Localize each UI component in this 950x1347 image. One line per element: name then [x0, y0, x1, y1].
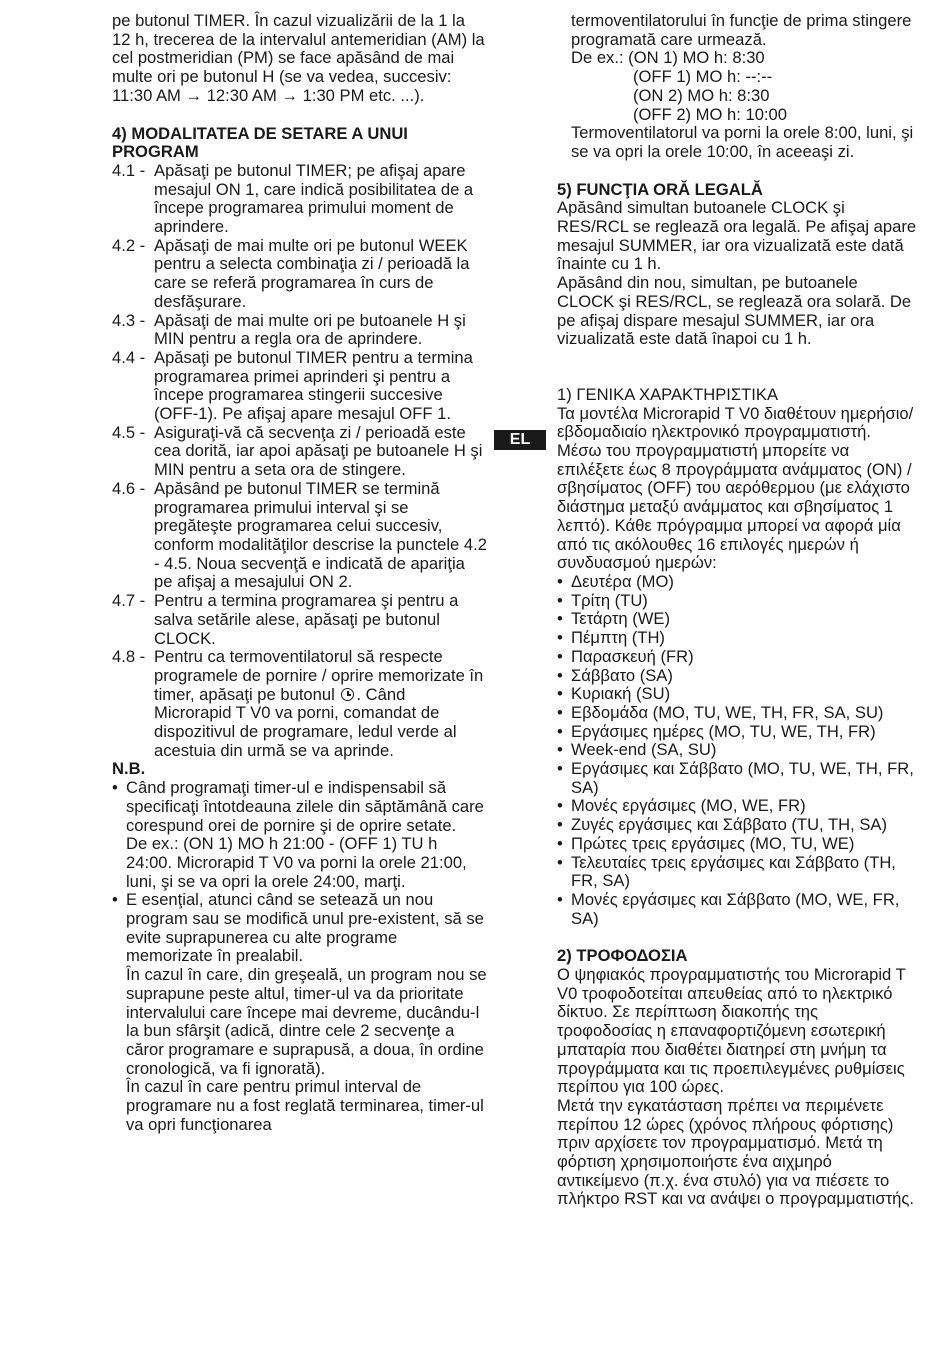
bullet-dot-icon: •	[557, 571, 563, 591]
nb-paragraph: E esenţial, atunci când se setează un nou program sau se modifică unul pre-existent, să se evite suprapunerea cu alte programe memorizate în prealabil.	[126, 890, 484, 966]
bullet-dot-icon: •	[557, 796, 563, 816]
list-item	[557, 685, 917, 704]
nb-paragraph: În cazul în care pentru primul interval de programare nu a fost reglată terminarea, timer-ul va opri funcţionarea	[126, 1077, 484, 1134]
list-item	[557, 629, 917, 648]
list-item-text: Σάββατο (SA)	[571, 665, 673, 685]
bullet-dot-icon: •	[557, 646, 563, 666]
list-item-text: Εργάσιμες ημέρες (MO, TU, WE, TH, FR)	[571, 721, 876, 741]
list-item-text: Εργάσιμες και Σάββατο (MO, TU, WE, TH, FR, SA)	[571, 759, 914, 797]
step-number: 4.6 -	[112, 478, 146, 498]
list-item-text: Μονές εργάσιμες και Σάββατο (MO, WE, FR, SA)	[571, 889, 900, 928]
list-item	[557, 891, 917, 928]
list-item	[557, 797, 917, 816]
step-text-part: . Când Microrapid T V0 va porni, comandat de dispozitivul de programare, ledul verde al acestuia din urmă se va aprinde.	[154, 684, 457, 760]
list-item	[557, 816, 917, 835]
list-item	[557, 723, 917, 742]
bullet-dot-icon: •	[557, 665, 563, 685]
step-number: 4.7 -	[112, 591, 146, 611]
greek-section-1-heading: 1) ΓΕΝΙΚΑ ΧΑΡΑΚΤΗΡΙΣΤΙΚΑ	[557, 384, 779, 404]
bullet-dot-icon: •	[557, 759, 563, 779]
bullet-dot-icon: •	[557, 852, 563, 872]
list-item	[557, 667, 917, 686]
bullet-dot-icon: •	[557, 740, 563, 760]
section-5-paragraph: Apăsând din nou, simultan, pe butoanele CLOCK şi RES/RCL, se reglează ora solară. De pe afişaj dispare mesajul SUMMER, iar ora vizualizată este dată înapoi cu 1 h.	[557, 273, 912, 349]
bullet-dot-icon: •	[557, 609, 563, 629]
list-item-text: Πρώτες τρεις εργάσιμες (MO, TU, WE)	[571, 833, 855, 853]
list-item	[557, 610, 917, 629]
step-text: Apăsând pe butonul TIMER se termină programarea primului interval şi se pregăteşte programarea celui succesiv, conform modalităţilor descrise la punctele 4.2 - 4.5. Noua secvenţă e indicată de apariţia pe afişaj a mesajului ON 2.	[154, 478, 487, 592]
greek-paragraph: Μέσω του προγραμματιστή μπορείτε να επιλέξετε έως 8 προγράμματα ανάμματος (ON) / σβησίματος (OFF) του αερόθερμου (με ελάχιστο διάστημα μεταξύ ανάμματος και σβησίματος 1 λεπτό). Κάθε πρόγραμμα μπορεί να αφορά μία από τις ακόλουθες 16 επιλογές ημερών ή συνδυασμού ημερών:	[557, 441, 912, 573]
step-4-1	[112, 162, 487, 237]
bullet-dot-icon: •	[557, 889, 563, 909]
step-number: 4.2 -	[112, 235, 146, 255]
bullet-dot-icon: •	[557, 628, 563, 648]
bullet-dot-icon: •	[557, 815, 563, 835]
nb-bullet	[112, 891, 487, 1134]
bullet-dot-icon: •	[557, 590, 563, 610]
clock-icon	[341, 688, 354, 701]
step-4-7	[112, 592, 487, 648]
list-item-text: Παρασκευή (FR)	[571, 646, 694, 666]
intro-paragraph: pe butonul TIMER. În cazul vizualizării de la 1 la 12 h, trecerea de la intervalul antemeridian (AM) la cel postmeridian (PM) se face apăsând de mai multe ori pe butonul H (se va vedea, succesiv: 11:30 AM → 12:30 AM → 1:30 PM etc. ...).	[112, 11, 485, 105]
example-intro: De ex.: (ON 1) MO h: 8:30	[571, 48, 765, 68]
list-item-text: Τρίτη (TU)	[571, 590, 648, 610]
list-item-text: Ζυγές εργάσιμες και Σάββατο (TU, TH, SA)	[571, 815, 887, 835]
list-item-text: Πέμπτη (TH)	[571, 628, 665, 648]
step-number: 4.8 -	[112, 647, 146, 667]
language-tag: EL	[494, 430, 546, 450]
greek-section-2-heading: 2) ΤΡΟΦΟΔΟΣΙΑ	[557, 946, 688, 966]
days-list	[557, 573, 917, 928]
step-4-4	[112, 349, 487, 424]
step-4-5	[112, 424, 487, 480]
list-item	[557, 704, 917, 723]
step-text: Asiguraţi-vă că secvenţa zi / perioadă este cea dorită, iar apoi apăsaţi pe butoanele H şi MIN pentru a seta ora de stingere.	[154, 422, 483, 480]
continued-paragraph: termoventilatorului în funcţie de prima stingere programată care urmează.	[571, 11, 912, 49]
example-line: (OFF 2) MO h: 10:00	[633, 104, 787, 124]
greek-paragraph: Ο ψηφιακός προγραμματιστής του Microrapid T V0 τροφοδοτείται απευθείας από το ηλεκτρικό δίκτυο. Σε περίπτωση διακοπής της τροφοδοσίας η επαναφορτιζόμενη εσωτερική μπαταρία που διαθέτει διατηρεί στη μνήμη τα προγράμματα και τις προεπιλεγμένες ρυθμίσεις περίπου για 100 ώρες.	[557, 965, 906, 1097]
right-column	[557, 12, 917, 1209]
step-4-2	[112, 237, 487, 312]
bullet-dot-icon: •	[557, 702, 563, 722]
bullet-dot-icon: •	[557, 721, 563, 741]
list-item	[557, 741, 917, 760]
step-number: 4.5 -	[112, 422, 146, 442]
list-item-text: Δευτέρα (MO)	[571, 571, 674, 591]
step-4-8	[112, 648, 487, 760]
example-line: (ON 2) MO h: 8:30	[633, 85, 770, 105]
step-text: Apăsaţi pe butonul TIMER pentru a termina programarea primei aprinderi şi pentru a începe programarea stingerii succesive (OFF-1). Pe afişaj apare mesajul OFF 1.	[154, 347, 473, 424]
step-text: Apăsaţi pe butonul TIMER; pe afişaj apare mesajul ON 1, care indică posibilitatea de a începe programarea primului moment de aprindere.	[154, 160, 474, 237]
step-text-part: Pentru ca termoventilatorul să respecte programele de pornire / oprire memorizate în timer, apăsaţi pe butonul	[154, 647, 484, 704]
example-line: (OFF 1) MO h: --:--	[633, 67, 773, 87]
greek-paragraph: Μετά την εγκατάσταση πρέπει να περιμένετε περίπου 12 ώρες (χρόνος πλήρους φόρτισης) πριν αρχίσετε τον προγραμματισμό. Μετά τη φόρτιση χρησιμοποιήστε ένα αιχμηρό αντικείμενο (π.χ. ένα στυλό) για να πιέσετε το πλήκτρο RST και να ανάψει ο προγραμματιστής.	[557, 1095, 914, 1209]
step-text: Pentru a termina programarea şi pentru a salva setările alese, apăsaţi pe butonul CLOCK.	[154, 591, 459, 648]
step-4-6	[112, 480, 487, 592]
example-result: Termoventilatorul va porni la orele 8:00, luni, şi se va opri la orele 10:00, în aceeaşi zi.	[571, 123, 914, 161]
section-5-paragraph: Apăsând simultan butoanele CLOCK şi RES/RCL se reglează ora legală. Pe afişaj apare mesajul SUMMER, iar ora vizualizată este dată înainte cu 1 h.	[557, 198, 917, 274]
bullet-dot-icon: •	[557, 833, 563, 853]
list-item	[557, 760, 917, 797]
list-item	[557, 648, 917, 667]
steps-list	[112, 162, 487, 761]
section-4-heading: 4) MODALITATEA DE SETARE A UNUI PROGRAM	[112, 123, 408, 162]
list-item	[557, 592, 917, 611]
nb-paragraph: Când programaţi timer-ul e indispensabil să specificaţi întotdeauna zilele din săptămână care corespund orei de pornire şi de oprire setate.	[126, 778, 484, 835]
step-text: Apăsaţi de mai multe ori pe butoanele H şi MIN pentru a regla ora de aprindere.	[154, 310, 466, 349]
list-item-text: Week-end (SA, SU)	[571, 740, 717, 760]
greek-paragraph: Τα μοντέλα Microrapid T V0 διαθέτουν ημερήσιο/εβδομαδιαίο ηλεκτρονικό προγραμματιστή.	[557, 403, 914, 442]
step-4-3	[112, 312, 487, 349]
list-item-text: Τελευταίες τρεις εργάσιμες και Σάββατο (TH, FR, SA)	[571, 852, 896, 891]
step-text	[154, 648, 487, 760]
nb-bullet	[112, 779, 487, 891]
bullet-dot-icon: •	[557, 684, 563, 704]
bullet-dot-icon: •	[112, 778, 118, 798]
step-number: 4.3 -	[112, 310, 146, 330]
nb-heading: N.B.	[112, 759, 146, 779]
list-item	[557, 835, 917, 854]
nb-paragraph: În cazul în care, din greşeală, un program nou se suprapune peste altul, timer-ul va da prioritate intervalului care începe mai devreme, ducându-l la bun sfârşit (adică, dintre cele 2 secvenţe a căror programare e suprapusă, a doua, în ordine cronologică, va fi ignorată).	[126, 965, 487, 1078]
section-5-heading: 5) FUNCŢIA ORĂ LEGALĂ	[557, 179, 763, 199]
list-item	[557, 573, 917, 592]
left-column	[112, 12, 487, 1134]
step-number: 4.4 -	[112, 347, 146, 367]
step-number: 4.1 -	[112, 160, 146, 180]
list-item-text: Μονές εργάσιμες (MO, WE, FR)	[571, 796, 806, 816]
list-item-text: Κυριακή (SU)	[571, 684, 671, 704]
list-item-text: Τετάρτη (WE)	[571, 609, 671, 629]
list-item	[557, 854, 917, 891]
list-item-text: Εβδομάδα (MO, TU, WE, TH, FR, SA, SU)	[571, 702, 884, 722]
step-text: Apăsaţi de mai multe ori pe butonul WEEK pentru a selecta combinaţia zi / perioadă la care se referă programarea în curs de desfăşurare.	[154, 235, 470, 311]
nb-paragraph: De ex.: (ON 1) MO h 21:00 - (OFF 1) TU h 24:00. Microrapid T V0 va porni la orele 21:00, luni, şi se va opri la orele 24:00, marţi.	[126, 834, 467, 891]
bullet-dot-icon: •	[112, 890, 118, 910]
